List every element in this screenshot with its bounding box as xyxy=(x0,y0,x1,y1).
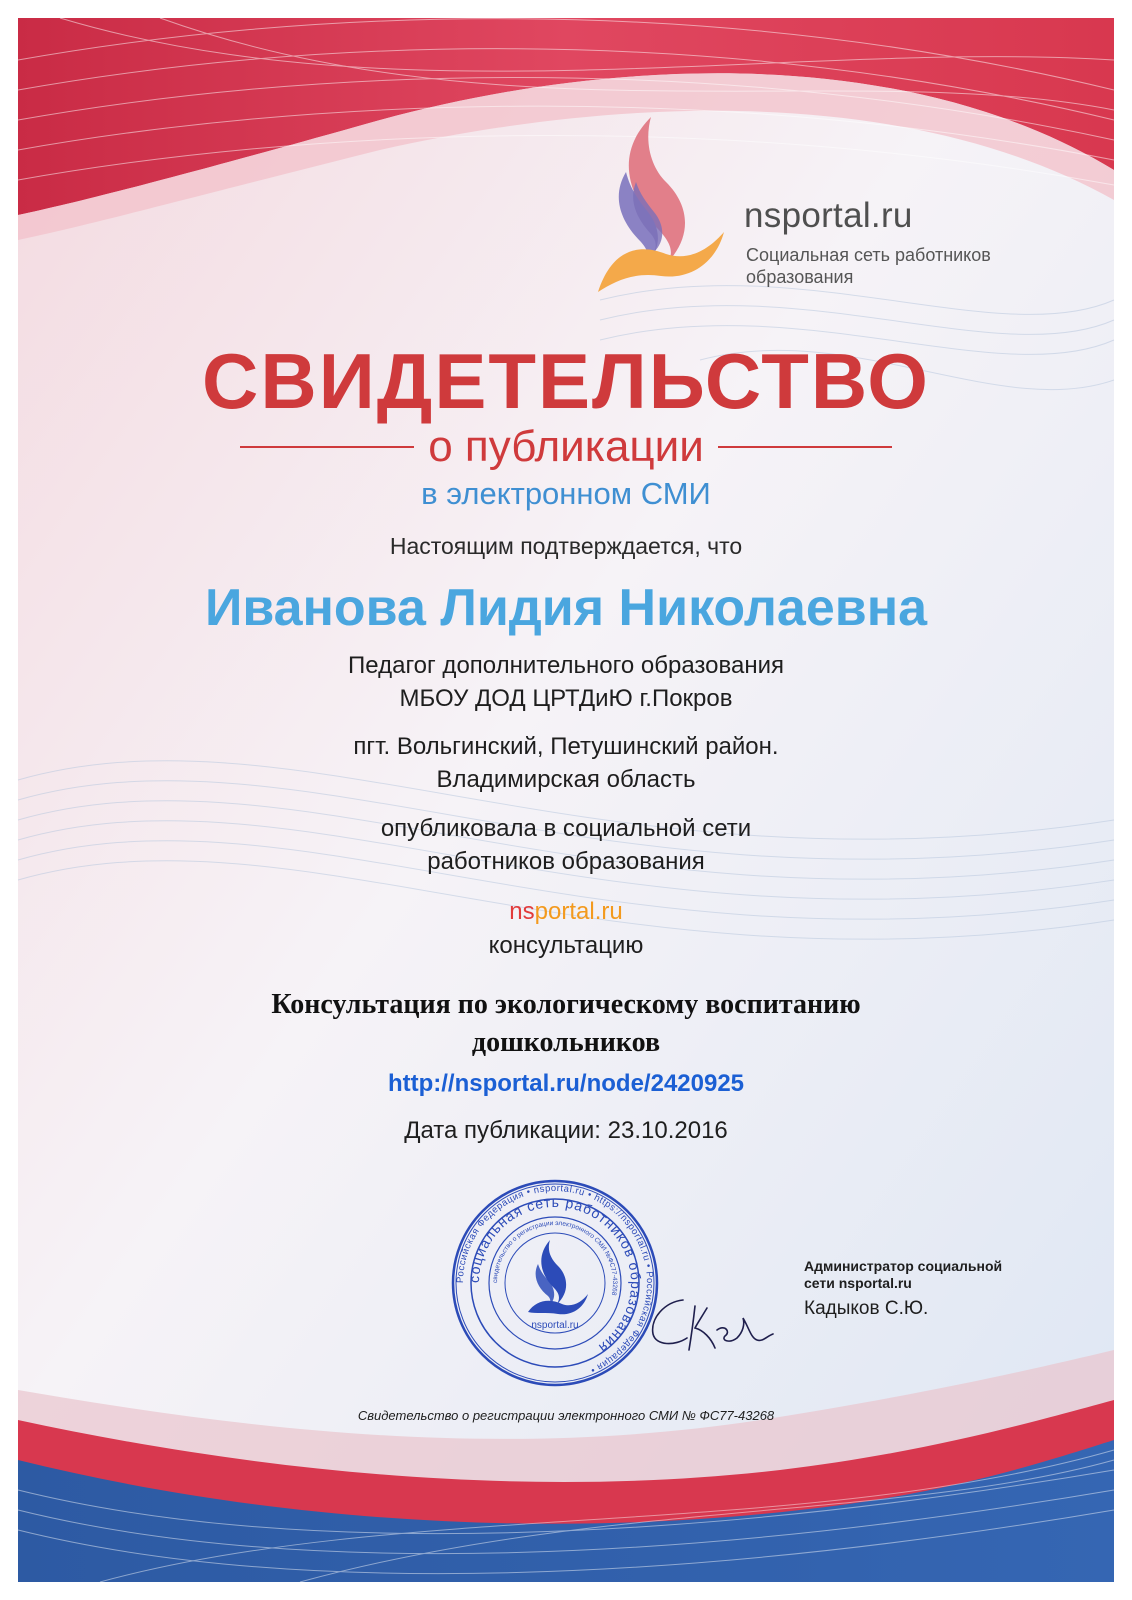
location-line-1: пгт. Вольгинский, Петушинский район. xyxy=(353,733,779,760)
stamp-outer-text: Российская Федерация • nsportal.ru • https://nsportal.ru • Российская Федерация • xyxy=(454,1182,656,1376)
material-type: консультацию xyxy=(488,932,644,959)
admin-title-line-1: Администратор социальной xyxy=(804,1258,1003,1274)
media-line: в электронном СМИ xyxy=(421,476,711,511)
divider xyxy=(240,446,414,448)
work-title-line-1: Консультация по экологическому воспитанию xyxy=(271,989,861,1020)
admin-title xyxy=(804,1258,1002,1292)
admin-name: Кадыков С.Ю. xyxy=(804,1298,929,1319)
position-line-1: Педагог дополнительного образования xyxy=(348,652,784,679)
stamp-center-label: nsportal.ru xyxy=(531,1320,579,1331)
site-name-ns: ns xyxy=(509,898,535,925)
certificate-subtitle: о публикации xyxy=(428,422,704,471)
subtitle-row xyxy=(240,422,892,472)
published-line-1: опубликовала в социальной сети xyxy=(380,815,752,842)
certificate-title: СВИДЕТЕЛЬСТВО xyxy=(202,337,930,425)
registration-note: Свидетельство о регистрации электронного СМИ № ФС77-43268 xyxy=(357,1408,775,1423)
stamp-inner-text: свидетельство о регистрации электронного СМИ №ФС77-43268 xyxy=(491,1219,619,1296)
official-stamp-icon xyxy=(450,1178,660,1388)
signature-icon xyxy=(645,1288,795,1358)
divider xyxy=(718,446,892,448)
work-title-line-2: дошкольников xyxy=(471,1027,661,1058)
stamp-middle-text: социальная сеть работников образования xyxy=(465,1193,645,1357)
publication-date: Дата публикации: 23.10.2016 xyxy=(404,1117,728,1144)
publication-link[interactable]: http://nsportal.ru/node/2420925 xyxy=(387,1070,745,1097)
confirm-text: Настоящим подтверждается, что xyxy=(389,533,743,559)
brand-name: nsportal.ru xyxy=(744,196,913,235)
location-line-2: Владимирская область xyxy=(436,766,696,793)
brand-tagline: Социальная сеть работников образования xyxy=(746,245,991,287)
recipient-name: Иванова Лидия Николаевна xyxy=(204,579,928,637)
site-name-portal: portal.ru xyxy=(534,898,623,925)
admin-title-line-2: сети nsportal.ru xyxy=(804,1275,912,1291)
site-name xyxy=(0,898,1132,926)
position-line-2: МБОУ ДОД ЦРТДиЮ г.Покров xyxy=(399,685,733,712)
published-line-2: работников образования xyxy=(427,848,705,875)
flame-hand-logo-icon xyxy=(596,112,726,297)
work-title xyxy=(0,986,1132,1062)
